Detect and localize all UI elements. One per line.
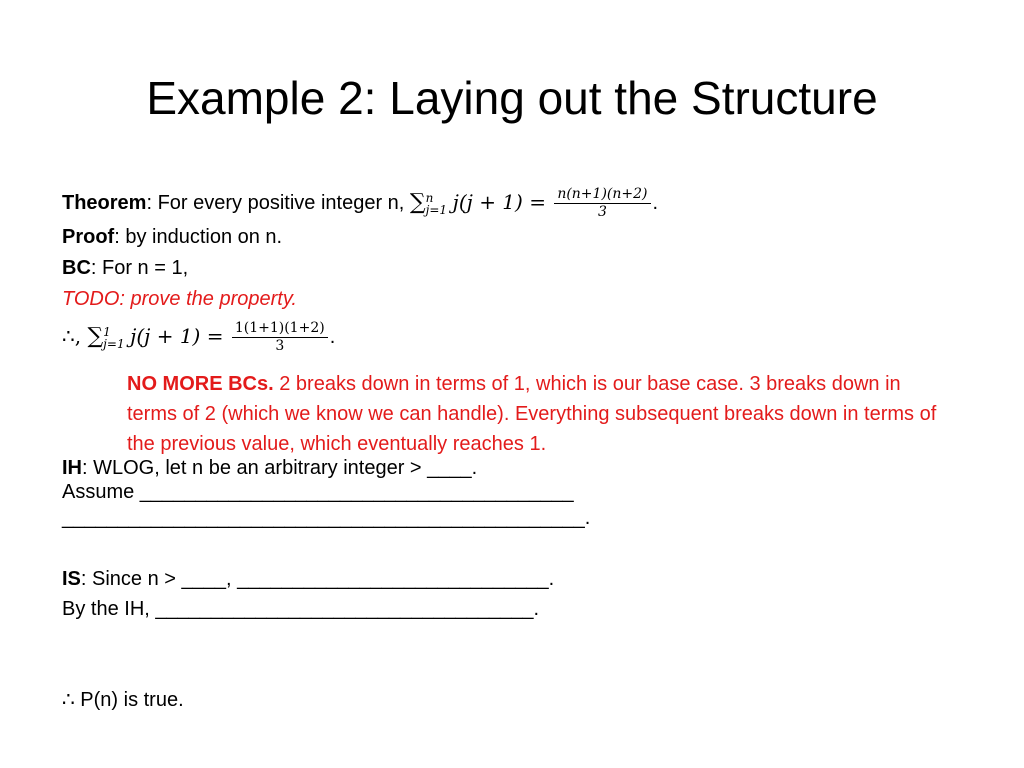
sum-upper: n bbox=[425, 190, 434, 205]
theorem-label: Theorem bbox=[62, 191, 147, 214]
by-ih-line: By the IH, __________________________________. bbox=[62, 598, 540, 620]
theorem-text: : For every positive integer n, bbox=[146, 191, 410, 214]
sum-upper-2: 1 bbox=[103, 324, 111, 339]
note-label: NO MORE BCs. bbox=[127, 373, 274, 395]
is-line bbox=[62, 565, 554, 593]
theorem-end: . bbox=[652, 191, 659, 214]
note-text: 2 breaks down in terms of 1, which is our base case. 3 breaks down in terms of 2 (which we know we can handle). Everything subsequent breaks down in terms of the previous value, which eventually reaches 1. bbox=[127, 373, 937, 455]
theorem-frac-den: 3 bbox=[597, 204, 607, 220]
therefore-frac-den: 3 bbox=[275, 338, 285, 354]
theorem-line bbox=[62, 186, 658, 221]
assume-line: Assume _______________________________________ bbox=[62, 481, 574, 503]
therefore-line bbox=[62, 320, 335, 355]
therefore-expression: j(j + 1) = bbox=[130, 323, 230, 348]
theorem-fraction bbox=[554, 186, 650, 221]
bc-label: BC bbox=[62, 257, 91, 279]
sum-limits-2 bbox=[103, 326, 124, 350]
theorem-frac-num: n(n+1)(n+2) bbox=[554, 186, 650, 204]
sum-lower-2: j=1 bbox=[103, 336, 125, 351]
sum-symbol-2: ∑ bbox=[87, 323, 104, 349]
proof-line bbox=[62, 223, 282, 251]
slide-title: Example 2: Laying out the Structure bbox=[146, 72, 878, 124]
theorem-expression: j(j + 1) = bbox=[452, 189, 553, 214]
is-label: IS bbox=[62, 568, 81, 590]
sum-symbol: ∑ bbox=[409, 189, 426, 215]
todo-line: TODO: prove the property. bbox=[62, 288, 297, 310]
proof-text: : by induction on n. bbox=[114, 226, 283, 248]
sum-lower: j=1 bbox=[425, 202, 448, 217]
assume-continuation: _______________________________________________. bbox=[62, 507, 591, 529]
base-case-note bbox=[127, 369, 947, 459]
sum-limits bbox=[426, 192, 447, 216]
ih-text: : WLOG, let n be an arbitrary integer > ____. bbox=[82, 457, 478, 479]
conclusion-line: ∴ P(n) is true. bbox=[62, 689, 184, 711]
ih-label: IH bbox=[62, 457, 82, 479]
therefore-end: . bbox=[329, 325, 336, 348]
therefore-prefix: ∴, bbox=[62, 323, 88, 348]
therefore-frac-num: 1(1+1)(1+2) bbox=[232, 320, 328, 338]
therefore-fraction bbox=[232, 320, 328, 355]
bc-line bbox=[62, 254, 188, 282]
bc-text: : For n = 1, bbox=[90, 257, 189, 279]
proof-label: Proof bbox=[62, 226, 115, 248]
is-text: : Since n > ____, ____________________________. bbox=[80, 568, 555, 590]
